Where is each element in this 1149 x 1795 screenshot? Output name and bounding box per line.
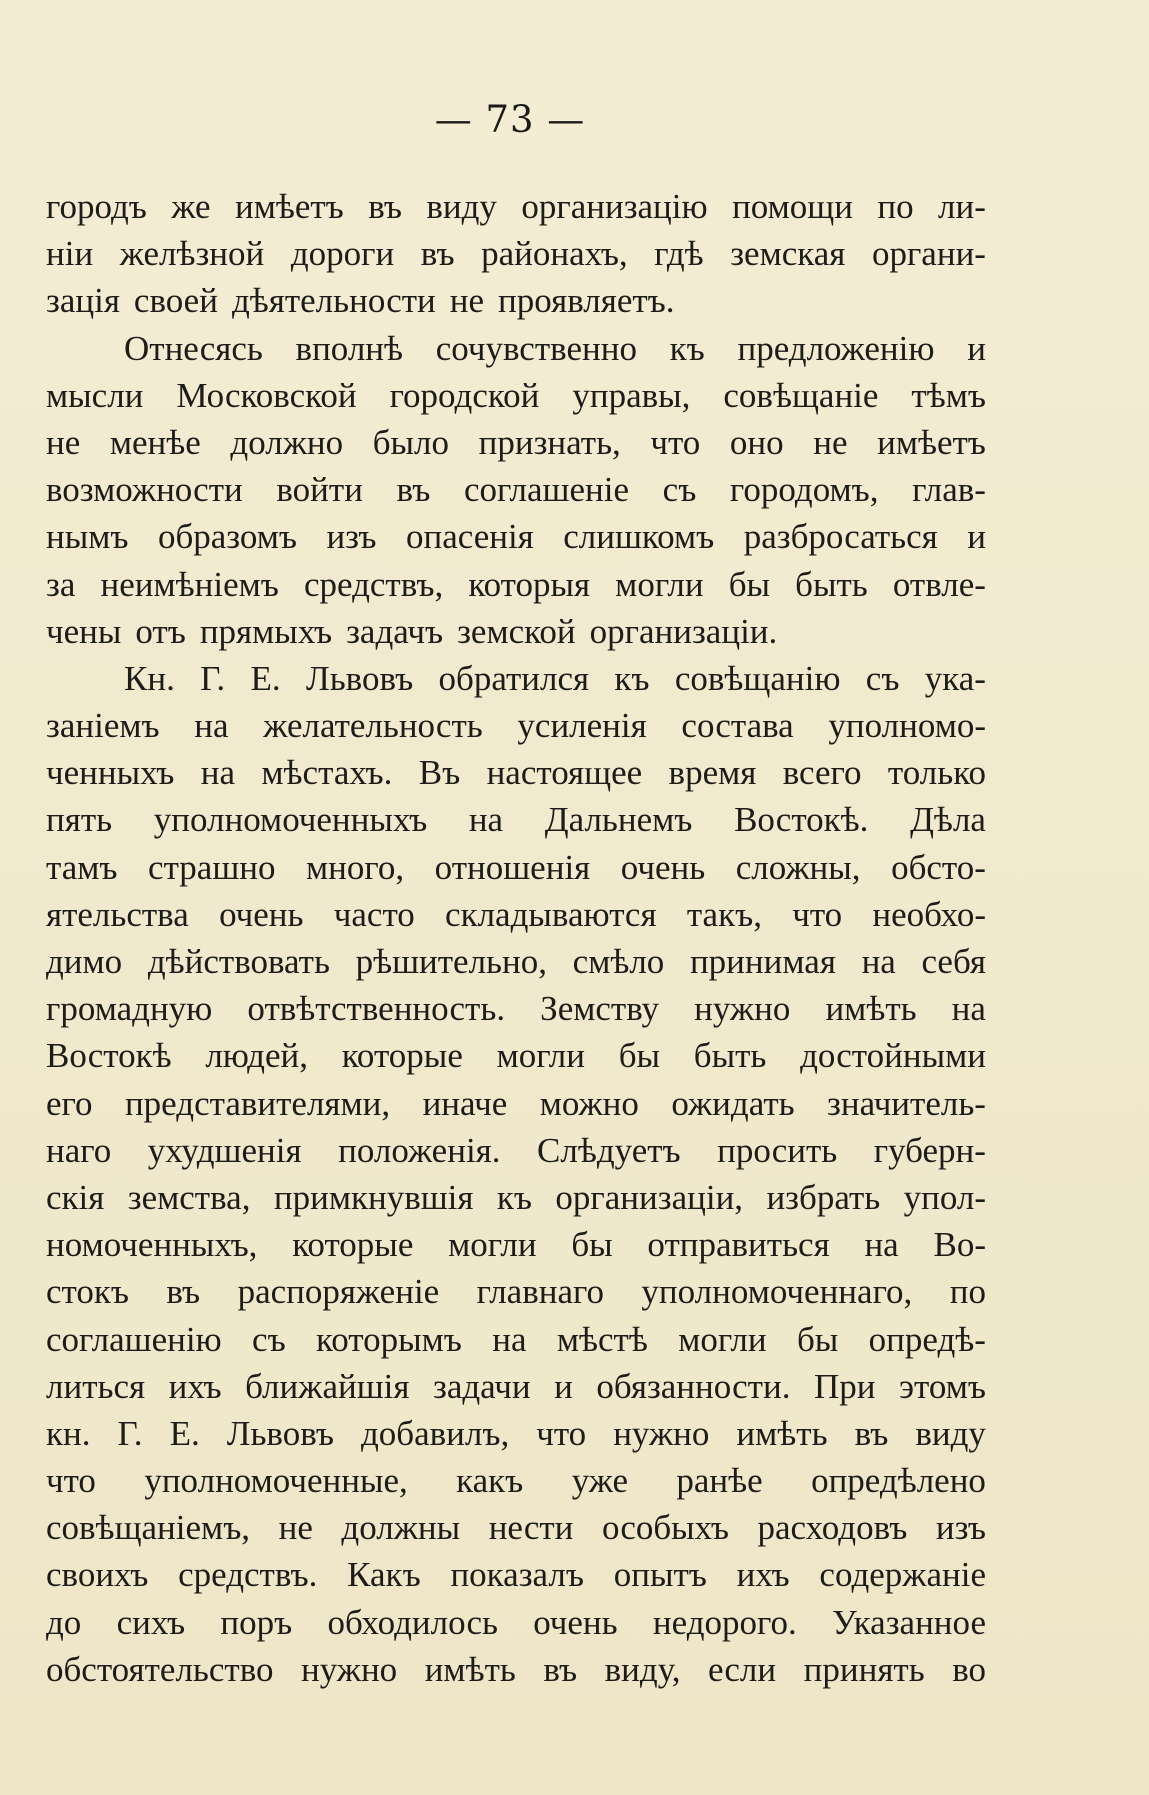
word: сложны, (735, 847, 861, 887)
word: своихъ (46, 1555, 149, 1595)
word: въ (368, 187, 402, 226)
word: городомъ, (729, 470, 879, 510)
word: уже (571, 1461, 628, 1501)
word: стокъ (46, 1272, 129, 1312)
word: виду (426, 187, 497, 226)
word: Востокѣ (46, 1036, 172, 1076)
word: скія (46, 1177, 105, 1217)
text-line (46, 608, 986, 655)
text-line (46, 844, 986, 891)
word: признать, (478, 422, 621, 462)
word: на (194, 706, 229, 746)
word: бы (796, 1319, 839, 1359)
word: мысли (46, 375, 144, 415)
word: Отнесясь (124, 328, 263, 368)
word: что (792, 894, 843, 934)
word: рѣшительно, (355, 942, 548, 981)
word: уполномо- (828, 706, 986, 746)
text-line (46, 419, 986, 466)
word: добавилъ, (361, 1413, 510, 1453)
word: совѣщанію (674, 658, 841, 698)
word: на (861, 942, 896, 981)
word: бы (618, 1036, 661, 1076)
word: и (967, 517, 986, 557)
word: которые (341, 1036, 463, 1076)
word: смѣло (572, 942, 665, 981)
text-line (46, 325, 986, 372)
word: опредѣлено (811, 1461, 986, 1501)
word: дороги (290, 234, 395, 274)
word: упол- (903, 1177, 986, 1217)
word: пять (46, 800, 113, 840)
word: ожидать (671, 1083, 795, 1123)
word: Г. (117, 1413, 143, 1453)
word: себя (921, 942, 986, 981)
text-line (46, 230, 986, 277)
word: положенія. (338, 1130, 501, 1170)
word: тамъ (46, 847, 118, 887)
text-line (46, 1032, 986, 1079)
word: иначе (422, 1083, 508, 1123)
word: номоченныхъ, (46, 1225, 258, 1265)
word: мѣстахъ. (261, 753, 393, 793)
word: Кн. (124, 658, 175, 698)
word: ука- (924, 658, 986, 698)
word: Г. (200, 658, 226, 698)
word: организацію (521, 187, 708, 226)
word: менѣе (109, 422, 201, 462)
word: имѣть (825, 989, 917, 1029)
word: заніемъ (46, 706, 160, 746)
word: не (449, 281, 485, 321)
word: литься (46, 1366, 146, 1406)
word: опасенія (405, 517, 534, 557)
word: нести (488, 1508, 574, 1548)
word: быть (795, 564, 868, 604)
word: обходилось (327, 1602, 498, 1642)
word: особыхъ (601, 1508, 729, 1548)
word: уполномоченныхъ (153, 800, 428, 840)
word: войти (276, 470, 363, 510)
word: городъ (46, 187, 147, 226)
word: къ (614, 658, 650, 698)
word: уполномоченнаго, (641, 1272, 913, 1312)
word: Львовъ (226, 1413, 334, 1453)
word: Дальнемъ (544, 800, 693, 840)
word: необхо- (872, 894, 986, 934)
word: Востокѣ. (734, 800, 869, 840)
word: глав- (912, 470, 986, 510)
word: управы, (572, 375, 691, 415)
text-line (46, 1504, 986, 1551)
word: средствъ. (178, 1555, 318, 1595)
word: можно (539, 1083, 639, 1123)
text-line (46, 985, 986, 1032)
word: Въ (418, 753, 461, 793)
word: чены (46, 611, 122, 651)
text-line (46, 1363, 986, 1410)
word: прямыхъ (199, 611, 333, 651)
word: сихъ (116, 1602, 186, 1642)
text-line (46, 561, 986, 608)
word: не (46, 422, 81, 462)
word: виду, (604, 1649, 681, 1689)
text-line (46, 1174, 986, 1221)
word: совѣщаніе (723, 375, 879, 415)
word: имѣть (424, 1649, 516, 1689)
word: достойными (800, 1036, 986, 1076)
word: ніи (46, 234, 94, 274)
word: содержаніе (819, 1555, 986, 1595)
word: къ (496, 1177, 533, 1217)
word: Е. (169, 1413, 200, 1453)
text-line (46, 277, 986, 324)
word: на (200, 753, 236, 793)
word: которые (292, 1225, 414, 1265)
text-line (46, 796, 986, 843)
word: на (864, 1225, 899, 1265)
word: очень (219, 894, 304, 934)
word: было (372, 422, 450, 462)
word: земской (457, 611, 576, 651)
word: ближайшія (245, 1366, 410, 1406)
word: Е. (250, 658, 281, 698)
word: же (171, 187, 211, 226)
word: задачи (433, 1366, 531, 1406)
word: могли (678, 1319, 767, 1359)
word: которымъ (316, 1319, 462, 1359)
word: Дѣла (910, 800, 986, 840)
word: районахъ, (481, 234, 628, 274)
word: расходовъ (757, 1508, 908, 1548)
word: съ (252, 1319, 286, 1359)
word: тѣмъ (911, 375, 986, 415)
word: его (46, 1083, 93, 1123)
word: должно (230, 422, 344, 462)
word: обязанности. (596, 1366, 791, 1406)
word: соглашеніе (463, 470, 630, 510)
word: очень (533, 1602, 618, 1642)
word: изъ (935, 1508, 986, 1548)
word: въ (543, 1649, 578, 1689)
word: въ (854, 1413, 889, 1453)
word: на (951, 989, 986, 1029)
text-line (46, 655, 986, 702)
word: нымъ (46, 517, 129, 557)
text-line (46, 1127, 986, 1174)
text-line (46, 1410, 986, 1457)
word: опытъ (613, 1555, 707, 1595)
word: очень (620, 847, 706, 887)
word: которыя (468, 564, 591, 604)
word: въ (166, 1272, 201, 1312)
word: просить (717, 1130, 838, 1170)
text-line (46, 183, 986, 230)
word: бы (728, 564, 771, 604)
text-line (46, 1646, 986, 1693)
word: не (813, 422, 848, 462)
word: складываются (445, 894, 657, 934)
body-text (46, 183, 986, 1693)
word: проявляетъ. (498, 281, 675, 321)
word: и (967, 328, 986, 368)
word: обстоятельство (46, 1649, 274, 1689)
word: ихъ (168, 1366, 222, 1406)
word: ухудшенія (147, 1130, 302, 1170)
word: гдѣ (654, 234, 704, 274)
text-line (46, 1316, 986, 1363)
word: отвѣтственность. (247, 989, 506, 1029)
word: на (468, 800, 504, 840)
text-line (46, 1221, 986, 1268)
word: если (707, 1649, 777, 1689)
word: ченныхъ (46, 753, 175, 793)
word: страшно (148, 847, 276, 887)
word: опредѣ- (868, 1319, 986, 1359)
word: распоряженіе (237, 1272, 440, 1312)
word: за (46, 564, 76, 604)
word: Львовъ (305, 658, 414, 698)
word: настоящее (486, 753, 643, 793)
word: всего (782, 753, 862, 793)
word: на (492, 1319, 527, 1359)
word: недорого. (652, 1602, 797, 1642)
word: принять (803, 1649, 925, 1689)
word: задачъ (346, 611, 444, 651)
word: Какъ (347, 1555, 421, 1595)
word: должны (341, 1508, 461, 1548)
word: людей, (205, 1036, 308, 1076)
word: принимая (689, 942, 836, 981)
word: обратился (438, 658, 590, 698)
word: по (877, 187, 914, 226)
word: дѣйствовать (147, 942, 330, 981)
word: ихъ (736, 1555, 790, 1595)
word: во (952, 1649, 986, 1689)
word: нужно (301, 1649, 398, 1689)
word: органи- (871, 234, 986, 274)
word: въ (420, 234, 455, 274)
word: своей (133, 281, 218, 321)
word: Московской (176, 375, 357, 415)
text-line (46, 702, 986, 749)
word: имѣетъ (234, 187, 344, 226)
word: димо (46, 942, 123, 981)
word: часто (333, 894, 415, 934)
word: обсто- (891, 847, 986, 887)
word: отправиться (647, 1225, 830, 1265)
word: кн. (46, 1413, 91, 1453)
word: наго (46, 1130, 112, 1170)
word: бы (571, 1225, 613, 1265)
word: оно (729, 422, 784, 462)
word: до (46, 1602, 82, 1642)
word: Указанное (832, 1602, 986, 1642)
word: земская (730, 234, 846, 274)
word: организаціи, (555, 1177, 744, 1217)
word: поръ (220, 1602, 293, 1642)
word: какъ (456, 1461, 524, 1501)
word: неимѣніемъ (100, 564, 279, 604)
word: Слѣдуетъ (537, 1130, 681, 1170)
word: совѣщаніемъ, (46, 1508, 251, 1548)
text-line (46, 891, 986, 938)
word: дѣятельности (231, 281, 436, 321)
word: къ (669, 328, 705, 368)
word: много, (306, 847, 405, 887)
word: сочувственно (435, 328, 637, 368)
text-line (46, 1080, 986, 1127)
word: что (46, 1461, 96, 1501)
word: предложенію (737, 328, 935, 368)
word: показалъ (450, 1555, 584, 1595)
word: городской (389, 375, 540, 415)
word: разбросаться (743, 517, 938, 557)
text-line (46, 749, 986, 796)
word: соглашенію (46, 1319, 222, 1359)
word: отъ (135, 611, 186, 651)
word: нужно (694, 989, 791, 1029)
text-line (46, 1599, 986, 1646)
word: имѣетъ (877, 422, 986, 462)
word: мѣстѣ (556, 1319, 648, 1359)
word: образомъ (157, 517, 297, 557)
word: усиленія (517, 706, 647, 746)
word: этомъ (899, 1366, 986, 1406)
word: Во- (933, 1225, 986, 1265)
text-line (46, 513, 986, 560)
text-line (46, 1551, 986, 1598)
word: по (949, 1272, 986, 1312)
word: Земству (540, 989, 660, 1029)
word: время (668, 753, 757, 793)
word: не (278, 1508, 313, 1548)
word: представителями, (124, 1083, 391, 1123)
word: вполнѣ (295, 328, 404, 368)
text-line (46, 372, 986, 419)
word: средствъ, (303, 564, 444, 604)
text-line (46, 466, 986, 513)
word: При (813, 1366, 876, 1406)
word: земства, (127, 1177, 251, 1217)
word: ятельства (46, 894, 189, 934)
word: только (887, 753, 986, 793)
word: могли (615, 564, 704, 604)
text-line (46, 938, 986, 985)
word: имѣть (736, 1413, 828, 1453)
word: что (650, 422, 701, 462)
word: могли (448, 1225, 537, 1265)
word: избрать (766, 1177, 881, 1217)
word: виду (915, 1413, 986, 1453)
word: примкнувшія (273, 1177, 474, 1217)
text-line (46, 1457, 986, 1504)
word: съ (865, 658, 900, 698)
word: изъ (326, 517, 377, 557)
word: и (554, 1366, 573, 1406)
word: уполномоченные, (144, 1461, 408, 1501)
word: губерн- (873, 1130, 986, 1170)
word: значитель- (827, 1083, 986, 1123)
word: отношенія (434, 847, 591, 887)
word: желательность (263, 706, 483, 746)
word: что (536, 1413, 587, 1453)
word: нужно (613, 1413, 710, 1453)
word: отвле- (892, 564, 986, 604)
word: ранѣе (676, 1461, 763, 1501)
text-line (46, 1268, 986, 1315)
word: состава (681, 706, 794, 746)
word: зація (46, 281, 120, 321)
word: могли (496, 1036, 586, 1076)
word: съ (662, 470, 697, 510)
page-number: — 73 — (434, 98, 586, 141)
word: возможности (46, 470, 243, 510)
word: помощи (732, 187, 853, 226)
word: организаціи. (589, 611, 778, 651)
word: ли- (938, 187, 986, 226)
word: желѣзной (119, 234, 265, 274)
word: быть (693, 1036, 767, 1076)
word: главнаго (476, 1272, 604, 1312)
word: громадную (46, 989, 213, 1029)
word: слишкомъ (563, 517, 715, 557)
word: въ (396, 470, 431, 510)
word: такъ, (686, 894, 762, 934)
